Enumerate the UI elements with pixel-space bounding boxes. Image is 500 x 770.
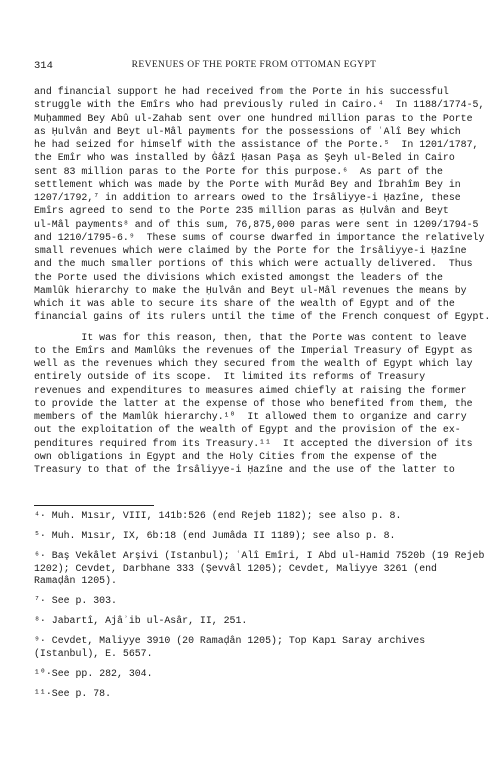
page-header (34, 60, 474, 74)
footnote (34, 595, 482, 607)
body-line: sent 83 million paras to the Porte for this purpose.⁶ As part of the (34, 165, 443, 177)
body-line: settlement which was made by the Porte with Murâd Bey and İbrahîm Bey in (34, 178, 461, 190)
footnote-gap (34, 660, 482, 668)
footnote-gap (34, 542, 482, 550)
footnote-line: ⁶· Baş Vekâlet Arşivi (Istanbul); ʿAlî Emîri, I Abd ul-Hamid 7520b (19 Rejeb (34, 550, 485, 562)
body-line: revenues and expenditures to measures aimed chiefly at raising the former (34, 384, 467, 396)
body-line: 1207/1792,⁷ in addition to arrears owed to the İrsâliyye-i Ḥazîne, these (34, 192, 461, 203)
footnote (34, 635, 482, 659)
body-line: ul-Mâl payments⁸ and of this sum, 76,875,000 paras were sent in 1209/1794-5 (34, 218, 479, 230)
footnote-line: (Istanbul), E. 5657. (34, 647, 153, 659)
body-line: own obligations in Egypt and the Holy Cities from the expense of the (34, 450, 437, 462)
body-line: to provide the latter at the expense of those who benefited from them, the (34, 397, 473, 409)
footnote-line: ¹¹·See p. 78. (34, 687, 112, 699)
body-line: and 1210/1795-6.⁹ These sums of course dwarfed in importance the relatively (34, 231, 485, 243)
footnote (34, 550, 485, 587)
body-line: Treasury to that of the İrsâliyye-i Ḥazîne and the use of the latter to (34, 464, 455, 475)
footnote (34, 615, 482, 627)
body-line: penditures required from its Treasury.¹¹ It accepted the diversion of its (34, 437, 473, 449)
paragraph-break (34, 324, 482, 331)
body-line: Emîrs agreed to send to the Porte 235 million paras as Ḥulvân and Beyt (34, 205, 449, 217)
body-line: entirely outside of its scope. It limited its reforms of Treasury (34, 371, 426, 383)
footnote-line: ⁵· Muh. Mısır, IX, 6b:18 (end Jumâda II 1189); see also p. 8. (34, 530, 396, 542)
footnote-gap (34, 587, 482, 595)
footnote-gap (34, 607, 482, 615)
body-line: It was for this reason, then, that the Porte was content to leave (34, 331, 467, 343)
body-line: Muḥammed Bey Abû ul-Zahab sent over one hundred million paras to the Porte (34, 112, 473, 124)
footnote (34, 668, 482, 680)
body-line: financial gains of its rulers until the time of the French conquest of Egypt. (34, 311, 491, 323)
body-line: out the exploitation of the wealth of Egypt and the provision of the ex- (34, 424, 461, 436)
footnote-line: ¹⁰·See pp. 282, 304. (34, 667, 153, 679)
page-number: 314 (34, 60, 53, 72)
footnote-line: 1202); Cevdet, Darbhane 333 (Şevvâl 1205); Cevdet, Maliyye 3261 (end (34, 562, 437, 574)
footnote-gap (34, 522, 482, 530)
footnote (34, 530, 482, 542)
footnote-line: ⁹· Cevdet, Maliyye 3910 (20 Ramaḍân 1205); Top Kapı Saray archives (34, 635, 426, 647)
body-line: to the Emîrs and Mamlûks the revenues of the Imperial Treasury of Egypt as (34, 344, 473, 356)
body-line: members of the Mamlûk hierarchy.¹⁰ It allowed them to organize and carry (34, 411, 467, 422)
body-line: small revenues which were claimed by the Porte for the İrsâliyye-i Ḥazîne (34, 245, 467, 256)
body-line: which it was able to secure its share of the wealth of Egypt and of the (34, 298, 455, 309)
footnote-gap (34, 680, 482, 688)
footnote (34, 688, 482, 700)
body-line: Mamlûk hierarchy to make the Ḥulvân and Beyt ul-Mâl revenues the means by (34, 284, 467, 296)
body-text (34, 85, 491, 476)
footnote-gap (34, 627, 482, 635)
body-line: and financial support he had received from the Porte in his successful (34, 86, 449, 97)
body-line: the Porte used the divisions which existed amongst the leaders of the (34, 271, 443, 283)
body-line: he had seized for himself with the assistance of the Porte.⁵ In 1201/1787, (34, 139, 479, 150)
body-line: the Emîr who was installed by Ġâzî Ḥasan Paşa as Şeyh ul-Beled in Cairo (34, 152, 455, 164)
body-line: struggle with the Emîrs who had previously ruled in Cairo.⁴ In 1188/1774-5, (34, 99, 485, 111)
footnote-line: Ramaḍân 1205). (34, 574, 117, 586)
body-line: well as the revenues which they secured from the wealth of Egypt which lay (34, 358, 473, 369)
body-line: as Ḥulvân and Beyt ul-Mâl payments for the possessions of ʿAlî Bey which (34, 125, 461, 137)
body-line: and the much smaller portions of this which were actually delivered. Thus (34, 258, 473, 270)
footnote-line: ⁴· Muh. Mısır, VIII, 141b:526 (end Rejeb 1182); see also p. 8. (34, 510, 402, 521)
footnote-line: ⁸· Jabartî, Ajâʾib ul-Asâr, II, 251. (34, 615, 248, 627)
running-head: REVENUES OF THE PORTE FROM OTTOMAN EGYPT (131, 60, 377, 70)
footnotes (34, 510, 485, 700)
footnote (34, 510, 482, 522)
footnote-rule (34, 505, 154, 506)
footnote-line: ⁷· See p. 303. (34, 594, 117, 606)
